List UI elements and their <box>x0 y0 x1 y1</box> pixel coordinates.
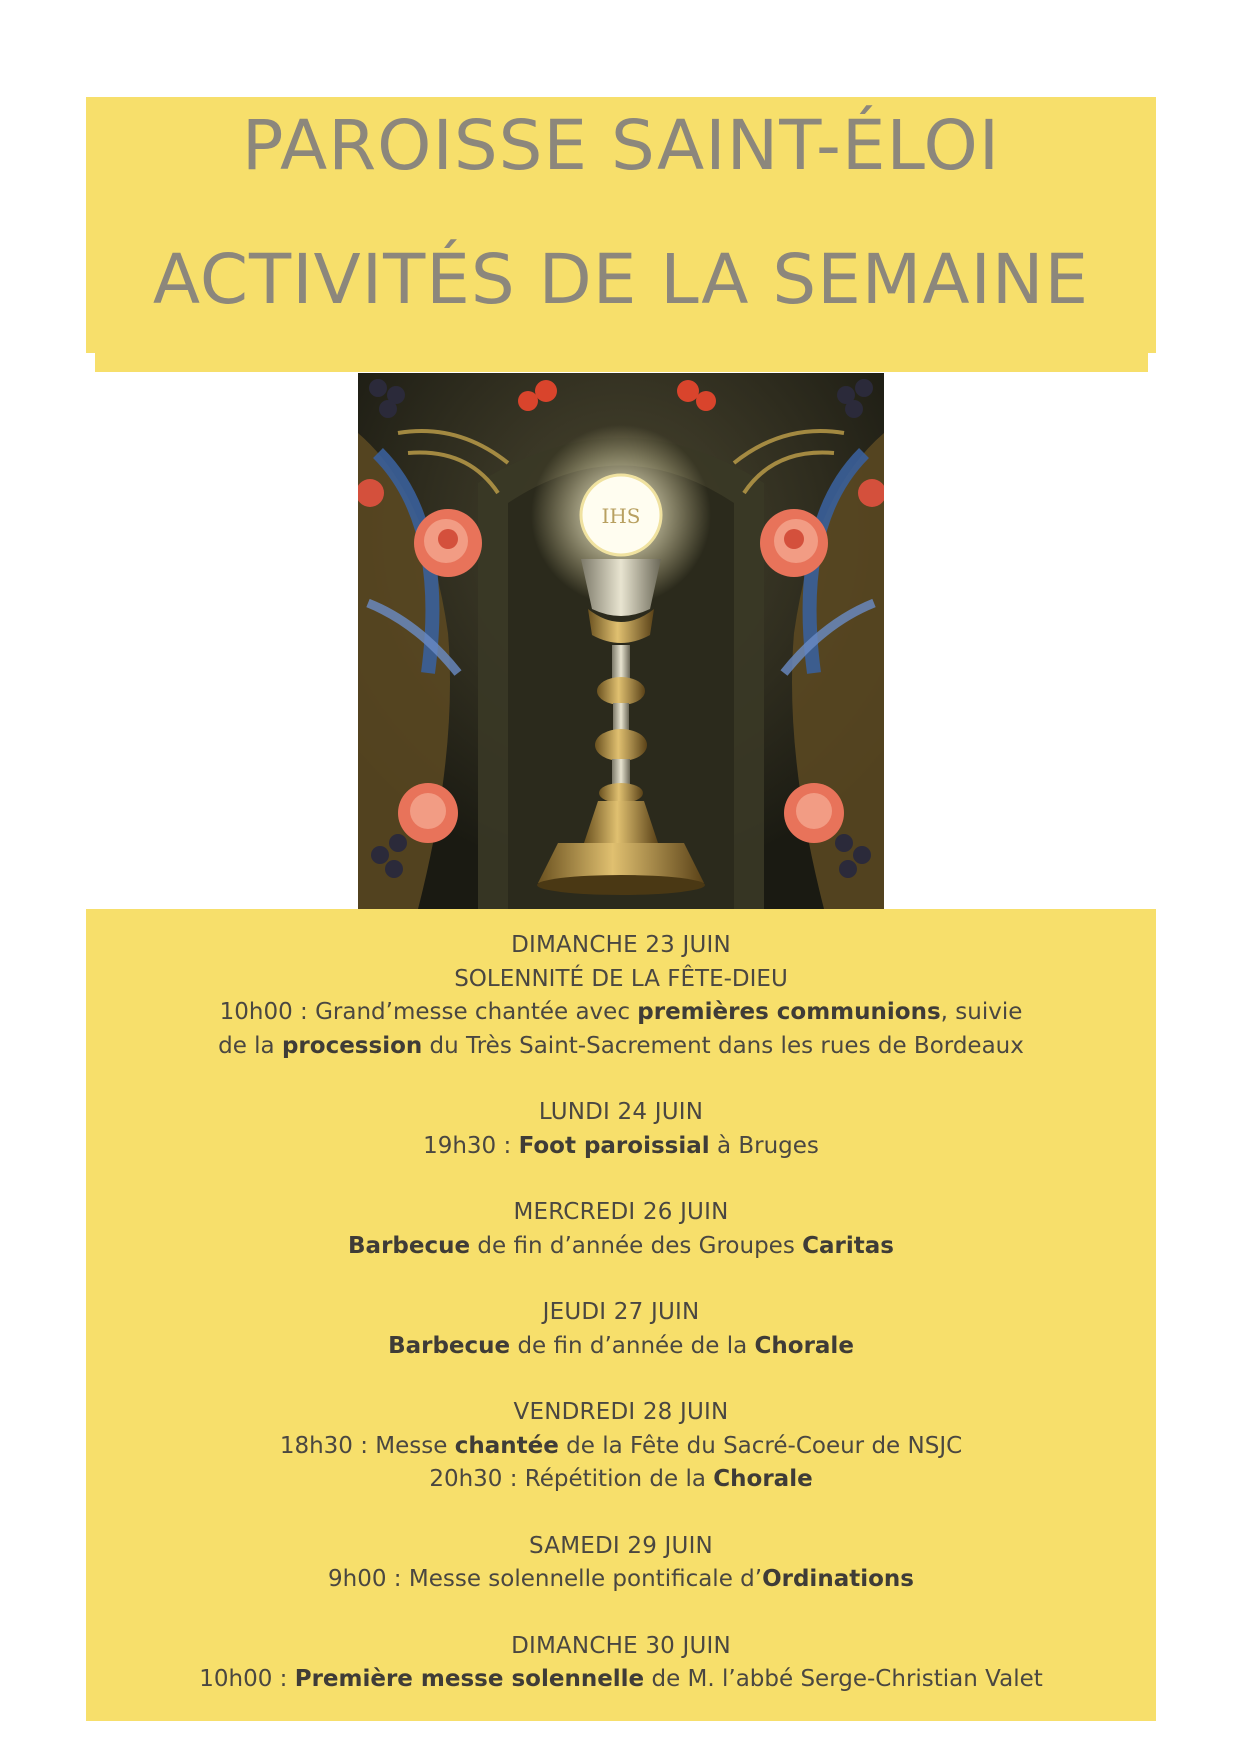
day-heading: JEUDI 27 JUIN <box>542 1299 700 1325</box>
header-band-shadow <box>95 350 1148 372</box>
event-line: 10h00 : Grand’messe chantée avec premières communions, suivie <box>219 999 1023 1025</box>
day-sunday-30 <box>86 1630 1156 1697</box>
day-heading: DIMANCHE 23 JUIN <box>511 932 731 958</box>
event-line: Barbecue de fin d’année de la Chorale <box>388 1332 854 1359</box>
event-line: 10h00 : Première messe solennelle de M. l’abbé Serge-Christian Valet <box>199 1666 1043 1692</box>
event-line: 19h30 : Foot paroissial à Bruges <box>423 1132 819 1159</box>
day-heading: MERCREDI 26 JUIN <box>513 1199 729 1225</box>
event-line: Barbecue de fin d’année des Groupes Caritas <box>348 1232 894 1259</box>
day-monday-24 <box>86 1096 1156 1163</box>
host-inscription: IHS <box>601 504 641 528</box>
day-thursday-27 <box>86 1296 1156 1363</box>
event-line: 9h00 : Messe solennelle pontificale d’Ordinations <box>328 1566 914 1592</box>
event-line: 20h30 : Répétition de la Chorale <box>429 1466 813 1492</box>
chalice-painting <box>358 373 884 909</box>
day-heading: VENDREDI 28 JUIN <box>513 1399 729 1425</box>
day-saturday-29 <box>86 1530 1156 1597</box>
weekly-schedule <box>86 909 1156 1721</box>
day-heading: SAMEDI 29 JUIN <box>529 1532 713 1559</box>
page-subtitle: ACTIVITÉS DE LA SEMAINE <box>152 240 1090 320</box>
event-line: 18h30 : Messe chantée de la Fête du Sacré-Coeur de NSJC <box>279 1432 963 1459</box>
day-subtitle: SOLENNITÉ DE LA FÊTE-DIEU <box>454 965 788 992</box>
day-sunday-23 <box>86 929 1156 1063</box>
page-title: PAROISSE SAINT-ÉLOI <box>241 106 1001 186</box>
day-heading: LUNDI 24 JUIN <box>538 1099 704 1125</box>
day-friday-28 <box>86 1396 1156 1497</box>
event-line: de la procession du Très Saint-Sacrement dans les rues de Bordeaux <box>218 1032 1024 1059</box>
day-heading: DIMANCHE 30 JUIN <box>511 1632 731 1659</box>
day-wednesday-26 <box>86 1196 1156 1263</box>
chalice-illustration <box>358 373 884 909</box>
